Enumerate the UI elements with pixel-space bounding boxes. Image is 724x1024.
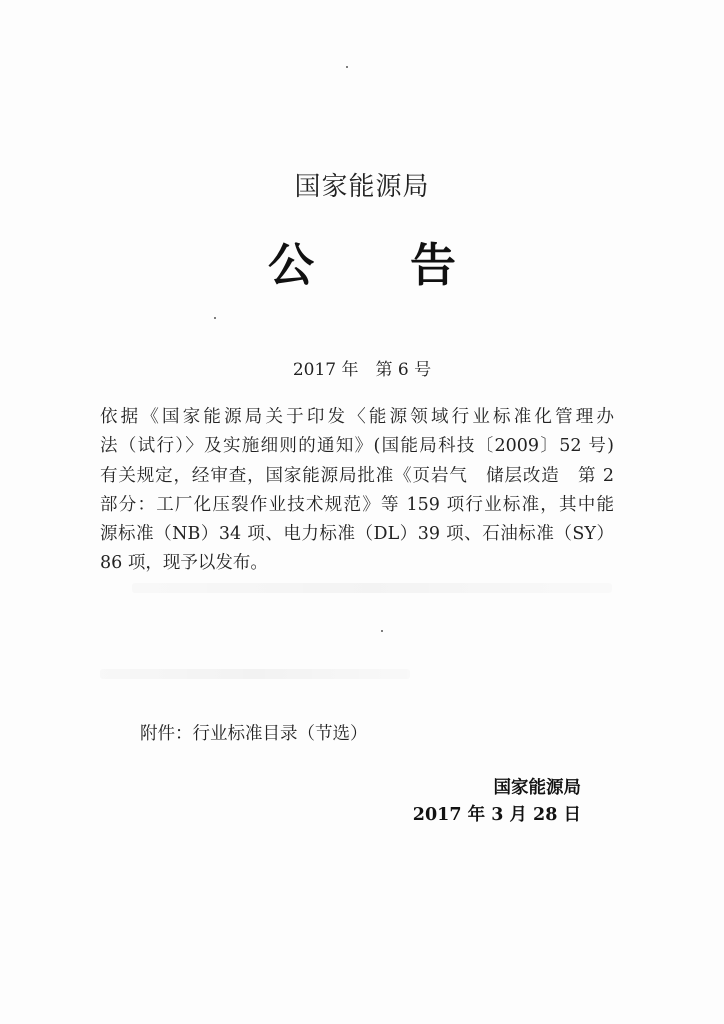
body-line: 部分：工厂化压裂作业技术规范》等 159 项行业标准，其中能 (100, 494, 614, 515)
body-line: 源标准（NB）34 项、电力标准（DL）39 项、石油标准（SY） (100, 524, 614, 545)
body-line: 依据《国家能源局关于印发〈能源领域行业标准化管理办 (100, 407, 614, 427)
attachment-note: 附件：行业标准目录（节选） (140, 724, 368, 744)
agency-header: 国家能源局 (294, 172, 430, 202)
document-title (0, 229, 724, 295)
faded-text-line (132, 583, 612, 593)
body-paragraph (100, 403, 614, 579)
faded-text-line (100, 669, 410, 679)
signature-block (413, 775, 581, 829)
scan-speck (346, 66, 348, 68)
body-line: 有关规定，经审查，国家能源局批准《页岩气 储层改造 第 2 (100, 465, 614, 486)
scan-speck (214, 317, 216, 319)
document-number: 2017 年 第 6 号 (292, 360, 432, 380)
signature-org: 国家能源局 (493, 778, 581, 798)
signature-date: 2017 年 3 月 28 日 (412, 805, 581, 825)
title-char-right: 告 (410, 238, 456, 292)
body-line: 86 项，现予以发布。 (100, 553, 268, 574)
body-line: 法（试行）〉及实施细则的通知》(国能局科技〔2009〕52 号) (100, 436, 614, 457)
title-char-left: 公 (268, 238, 314, 292)
scan-speck (381, 630, 383, 632)
